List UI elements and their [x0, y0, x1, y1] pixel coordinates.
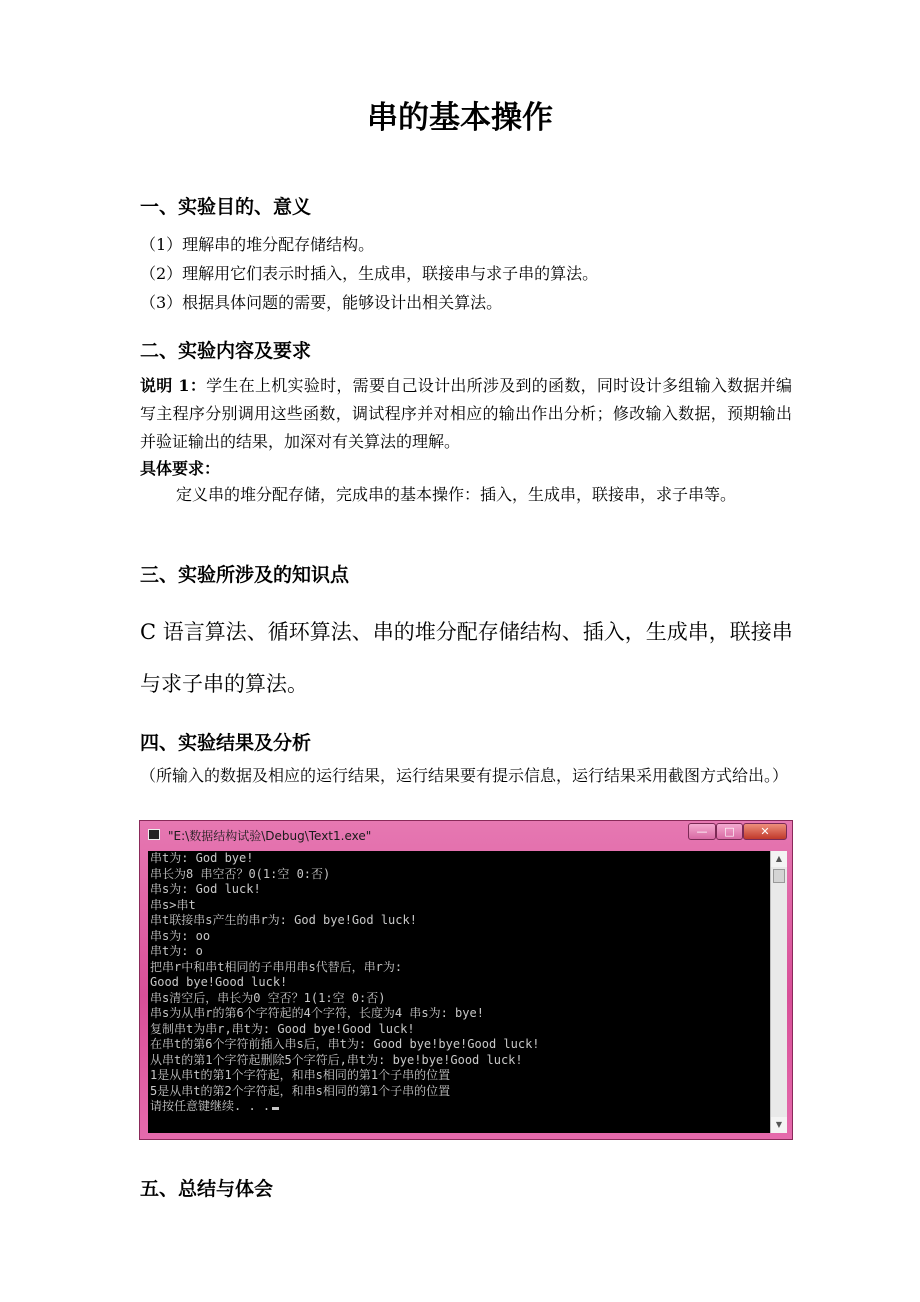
minimize-icon[interactable]: —: [688, 823, 716, 840]
section4-heading: 四、实验结果及分析: [140, 732, 312, 754]
console-app-icon: [148, 829, 160, 840]
scrollbar-thumb[interactable]: [773, 869, 785, 883]
maximize-icon[interactable]: □: [716, 823, 743, 840]
console-line: 串s为从串r的第6个字符起的4个字符，长度为4 串s为: bye!: [150, 1006, 484, 1020]
console-line: 串长为8 串空否？0(1:空 0:否): [150, 866, 331, 881]
section5-heading: 五、总结与体会: [140, 1178, 274, 1200]
section3-heading: 三、实验所涉及的知识点: [140, 564, 350, 586]
console-line: 在串t的第6个字符前插入串s后，串t为: Good bye!bye!Good luck!: [150, 1037, 540, 1051]
console-output: [148, 851, 770, 1133]
close-icon[interactable]: ✕: [743, 823, 787, 840]
console-line: 串s为: oo: [150, 928, 211, 943]
section1-heading: 一、实验目的、意义: [140, 196, 312, 218]
console-prompt-text: 请按任意键继续. . .: [150, 1099, 271, 1113]
requirement-text: 定义串的堆分配存储，完成串的基本操作：插入，生成串，联接串，求子串等。: [176, 485, 737, 504]
console-line: 5是从串t的第2个字符起，和串s相同的第1个子串的位置: [150, 1083, 451, 1098]
section1-item-2: （2）理解用它们表示时插入，生成串，联接串与求子串的算法。: [140, 264, 599, 283]
console-line: 把串r中和串t相同的子串用串s代替后，串r为:: [150, 959, 403, 974]
requirement-label: 具体要求：: [140, 459, 221, 478]
console-line: 串s为: God luck!: [150, 882, 261, 896]
section4-text: （所输入的数据及相应的运行结果，运行结果要有提示信息，运行结果采用截图方式给出。）: [140, 766, 789, 785]
console-window-title: "E:\数据结构试验\Debug\Text1.exe": [168, 829, 372, 843]
console-titlebar: [140, 821, 792, 849]
section2-note: [140, 372, 792, 456]
scroll-down-icon[interactable]: ▼: [771, 1117, 787, 1133]
console-line: 串s清空后，串长为0 空否？1(1:空 0:否): [150, 990, 386, 1005]
section2-heading: 二、实验内容及要求: [140, 340, 312, 362]
note-label: 说明 1：: [140, 376, 207, 395]
section1-item-1: （1）理解串的堆分配存储结构。: [140, 235, 375, 254]
console-line: Good bye!Good luck!: [150, 975, 288, 989]
console-line: 串t为: o: [150, 944, 203, 958]
console-line: 1是从串t的第1个字符起，和串s相同的第1个子串的位置: [150, 1068, 451, 1082]
page-title: 串的基本操作: [367, 100, 553, 136]
console-window: [139, 820, 793, 1140]
scroll-up-icon[interactable]: ▲: [771, 851, 787, 867]
console-line: 串t为: God bye!: [150, 851, 254, 865]
console-line: 串t联接串s产生的串r为: God bye!God luck!: [150, 913, 417, 927]
console-line: 复制串t为串r,串t为: Good bye!Good luck!: [150, 1021, 415, 1036]
console-line: 从串t的第1个字符起删除5个字符后,串t为: bye!bye!Good luck!: [150, 1052, 523, 1067]
note-text: 学生在上机实验时，需要自己设计出所涉及到的函数，同时设计多组输入数据并编写主程序分别调用这些函数，调试程序并对相应的输出作出分析；修改输入数据，预期输出并验证输出的结果，加深对有关算法的理解。: [140, 376, 792, 451]
section1-item-3: （3）根据具体问题的需要，能够设计出相关算法。: [140, 293, 503, 312]
console-prompt-line: [150, 1099, 279, 1115]
section3-text: C 语言算法、循环算法、串的堆分配存储结构、插入，生成串，联接串与求子串的算法。: [140, 620, 793, 696]
cursor-icon: [272, 1107, 279, 1110]
console-scrollbar[interactable]: [770, 851, 787, 1133]
console-line: 串s>串t: [150, 897, 196, 912]
